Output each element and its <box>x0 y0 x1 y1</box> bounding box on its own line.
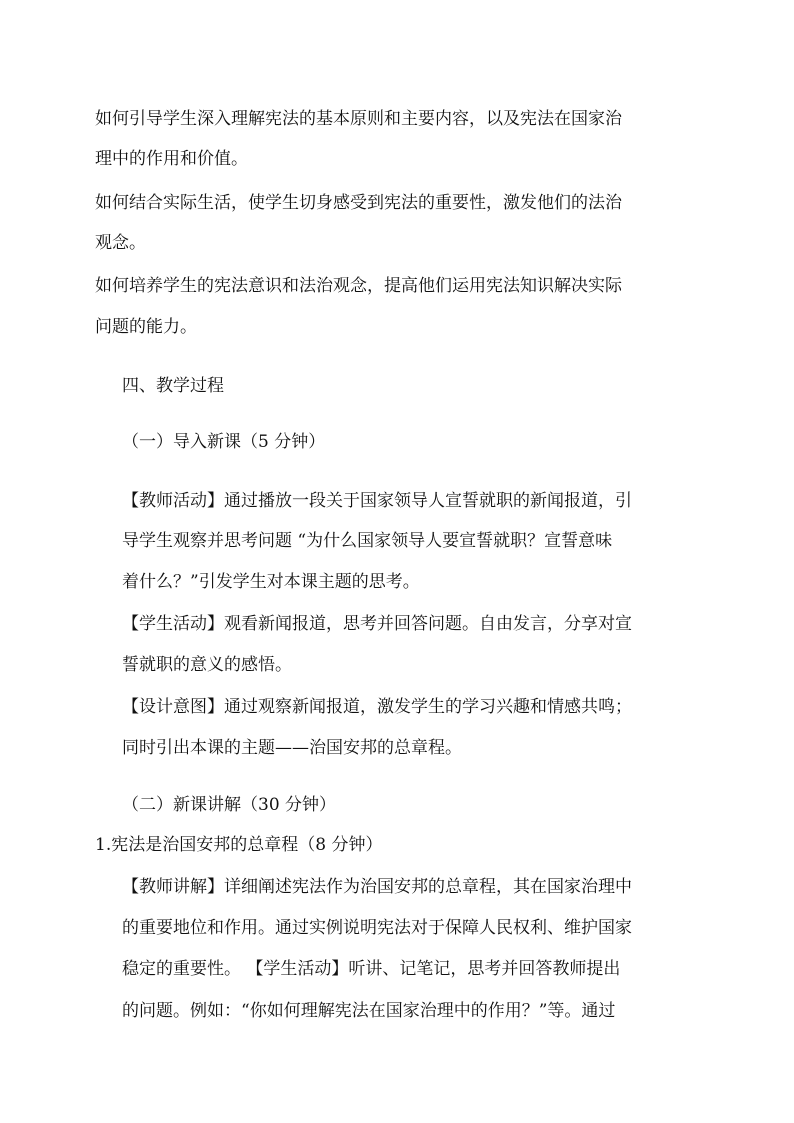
subsection-heading-new-lesson: （二）新课讲解（30 分钟） <box>122 795 337 815</box>
difficulty-2-line-1: 如何结合实际生活，使学生切身感受到宪法的重要性，激发他们的法治 <box>95 193 622 213</box>
teacher-activity-line-3: 着什么？”引发学生对本课主题的思考。 <box>122 572 420 592</box>
student-activity-line-1: 【学生活动】观看新闻报道，思考并回答问题。自由发言，分享对宣 <box>122 614 632 634</box>
difficulty-1-line-2: 理中的作用和价值。 <box>95 149 248 169</box>
section-heading-teaching-process: 四、教学过程 <box>122 376 224 396</box>
difficulty-2-line-2: 观念。 <box>95 233 146 253</box>
difficulty-1-line-1: 如何引导学生深入理解宪法的基本原则和主要内容，以及宪法在国家治 <box>95 109 622 129</box>
teacher-lecture-line-4: 的问题。例如：“你如何理解宪法在国家治理中的作用？”等。通过 <box>122 1001 616 1021</box>
teacher-lecture-line-2: 的重要地位和作用。通过实例说明宪法对于保障人民权利、维护国家 <box>122 918 632 938</box>
teacher-activity-line-1: 【教师活动】通过播放一段关于国家领导人宣誓就职的新闻报道，引 <box>122 491 632 511</box>
design-intent-line-1: 【设计意图】通过观察新闻报道，激发学生的学习兴趣和情感共鸣； <box>122 697 632 717</box>
student-activity-line-2: 誓就职的意义的感悟。 <box>122 655 292 675</box>
teacher-lecture-line-1: 【教师讲解】详细阐述宪法作为治国安邦的总章程，其在国家治理中 <box>122 877 632 897</box>
difficulty-3-line-1: 如何培养学生的宪法意识和法治观念，提高他们运用宪法知识解决实际 <box>95 276 622 296</box>
teacher-lecture-line-3: 稳定的重要性。 【学生活动】听讲、记笔记，思考并回答教师提出 <box>122 959 621 979</box>
teacher-activity-line-2: 导学生观察并思考问题 “为什么国家领导人要宣誓就职？宣誓意味 <box>122 531 613 551</box>
point-1-heading: 1.宪法是治国安邦的总章程（8 分钟） <box>95 835 383 855</box>
design-intent-line-2: 同时引出本课的主题——治国安邦的总章程。 <box>122 738 462 758</box>
difficulty-3-line-2: 问题的能力。 <box>95 317 197 337</box>
subsection-heading-intro: （一）导入新课（5 分钟） <box>122 432 326 452</box>
